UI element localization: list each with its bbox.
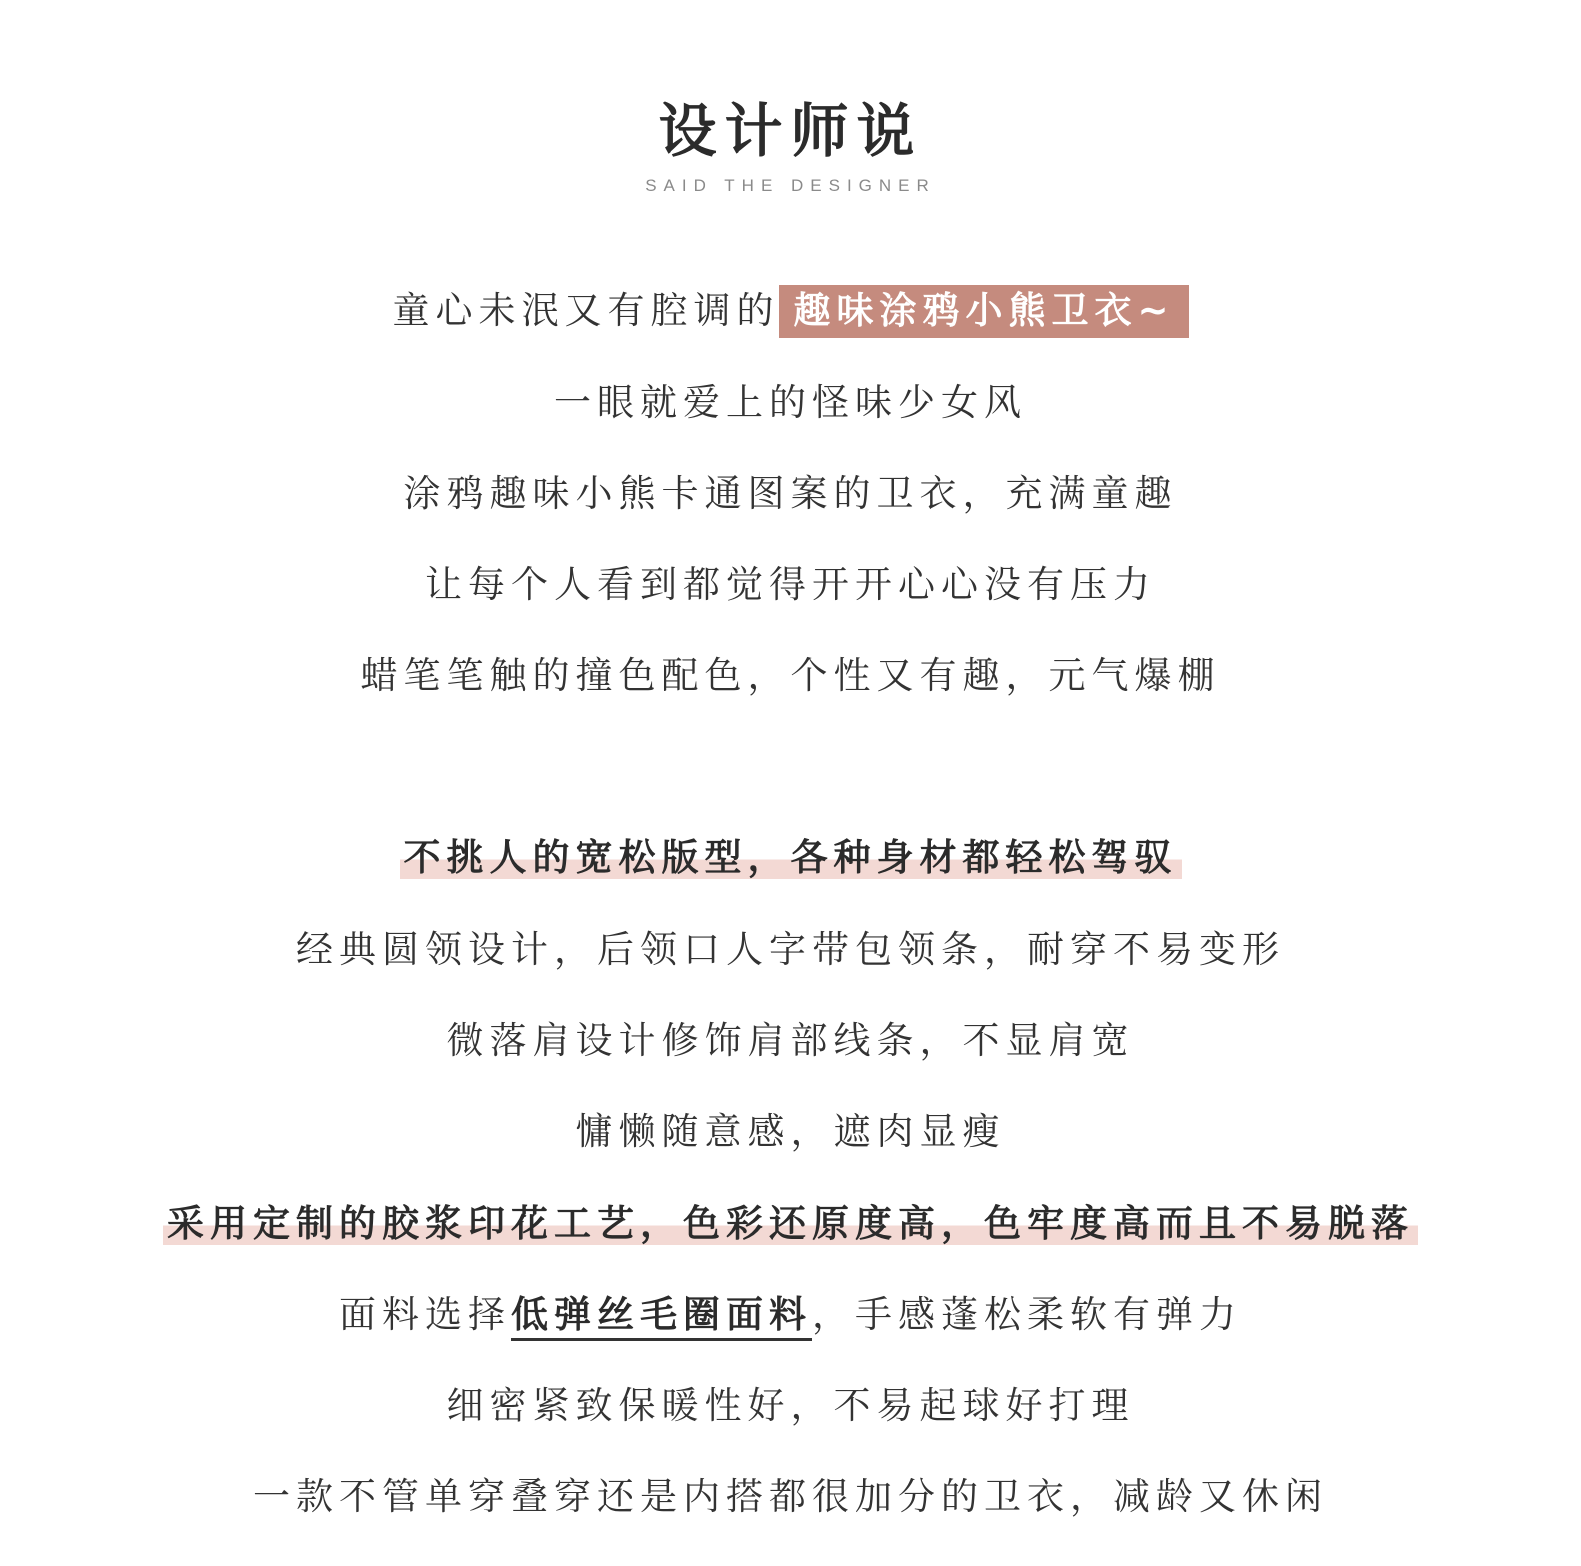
description-line: 涂鸦趣味小熊卡通图案的卫衣，充满童趣 [403, 472, 1178, 515]
description-line: 让每个人看到都觉得开开心心没有压力 [425, 563, 1156, 606]
intro-line [0, 286, 1581, 336]
section-header [0, 95, 1581, 197]
feature-line: 经典圆领设计，后领口人字带包领条，耐穿不易变形 [296, 928, 1285, 971]
product-highlight-badge: 趣味涂鸦小熊卫衣~ [779, 285, 1188, 338]
fabric-line [0, 1290, 1581, 1340]
fit-highlight: 不挑人的宽松版型，各种身材都轻松驾驭 [400, 836, 1182, 879]
print-highlight: 采用定制的胶浆印花工艺，色彩还原度高，色牢度高而且不易脱落 [163, 1202, 1418, 1245]
fabric-prefix: 面料选择 [339, 1293, 511, 1336]
page-subtitle: SAID THE DESIGNER [645, 176, 936, 195]
print-highlight-line [0, 1199, 1581, 1249]
feature-line: 细密紧致保暖性好，不易起球好打理 [446, 1384, 1135, 1427]
page-title: 设计师说 [658, 97, 923, 165]
feature-line: 微落肩设计修饰肩部线条，不显肩宽 [446, 1019, 1135, 1062]
feature-line: 一款不管单穿叠穿还是内搭都很加分的卫衣，减龄又休闲 [253, 1475, 1328, 1518]
description-line: 一眼就爱上的怪味少女风 [554, 381, 1027, 424]
fabric-suffix: ，手感蓬松柔软有弹力 [812, 1293, 1242, 1336]
fit-highlight-line [0, 833, 1581, 883]
intro-prefix: 童心未泯又有腔调的 [392, 289, 780, 332]
fabric-underlined: 低弹丝毛圈面料 [511, 1293, 812, 1341]
description-line: 蜡笔笔触的撞色配色，个性又有趣，元气爆棚 [360, 654, 1221, 697]
feature-line: 慵懒随意感，遮肉显瘦 [575, 1110, 1006, 1153]
